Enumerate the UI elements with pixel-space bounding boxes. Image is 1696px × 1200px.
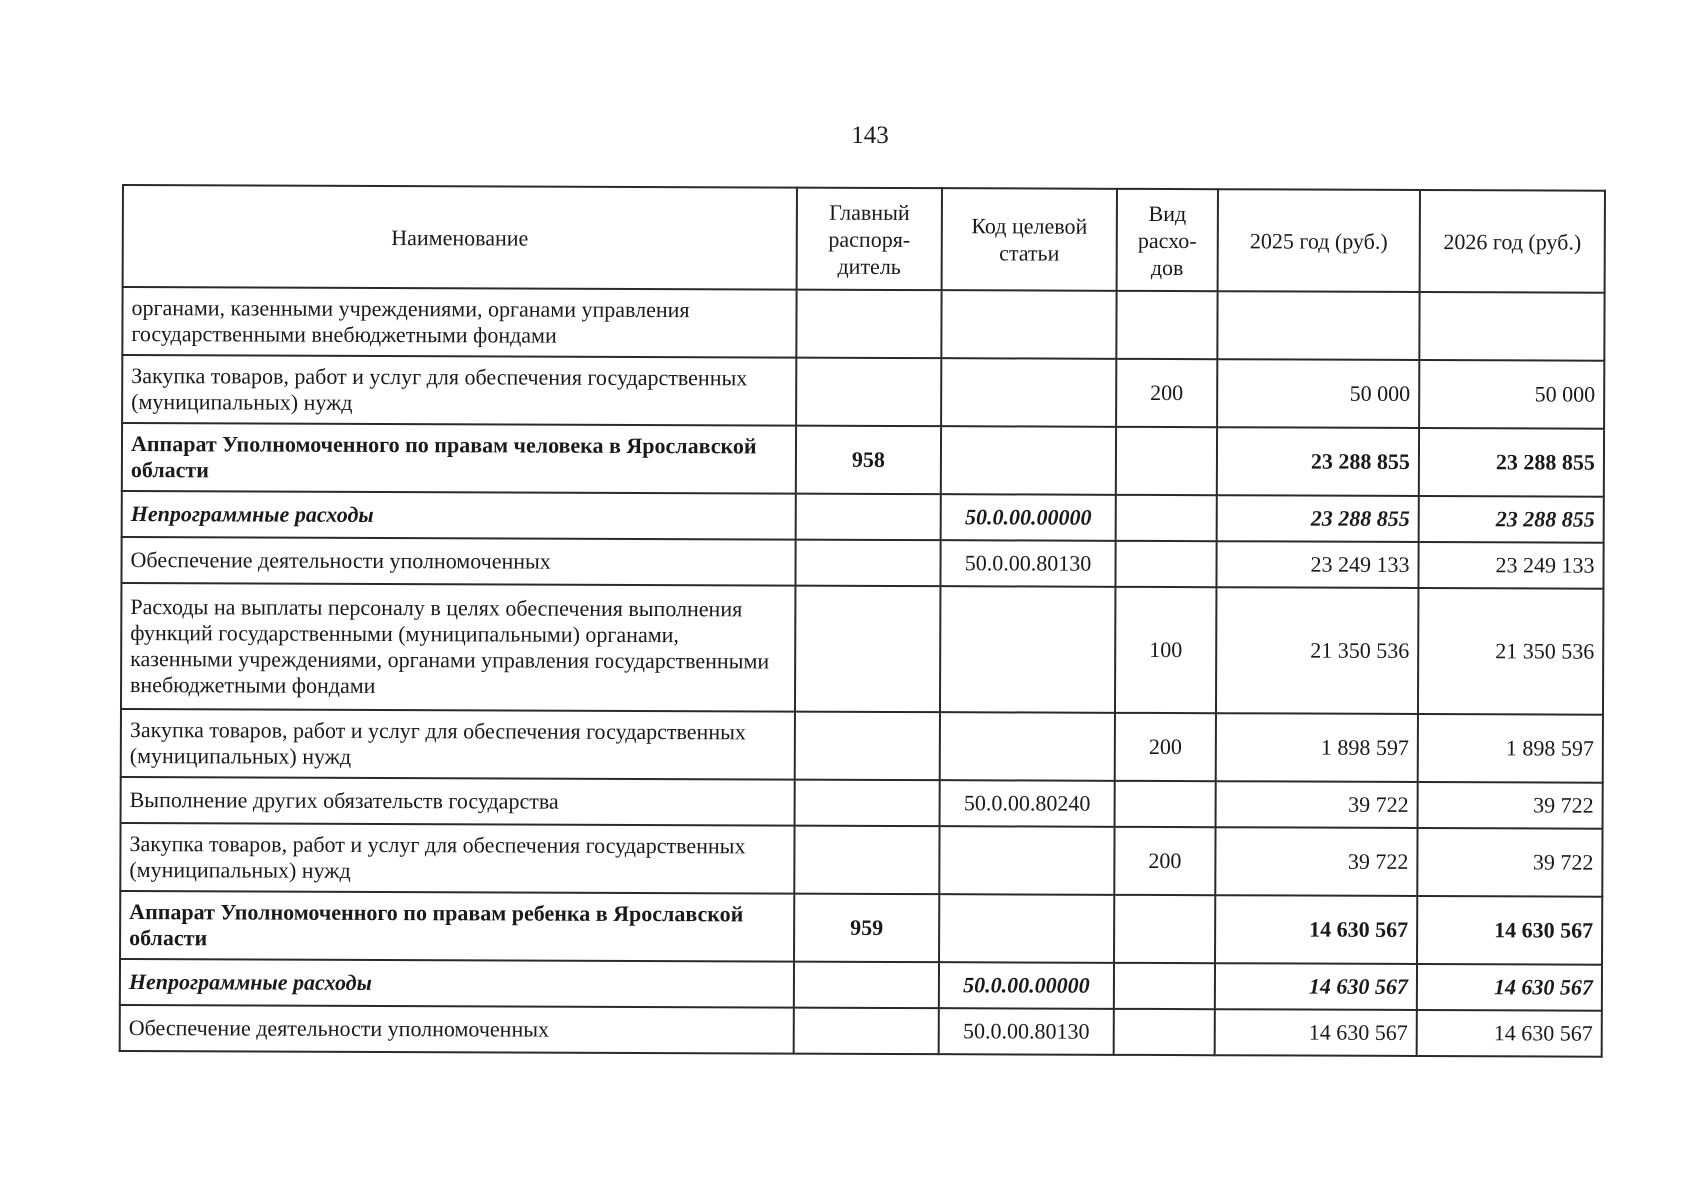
cell-chief: 959 (794, 894, 939, 963)
budget-table (119, 184, 1606, 1058)
cell-code: 50.0.00.00000 (939, 962, 1114, 1009)
cell-name: Выполнение других обязательств государства (121, 777, 795, 826)
table-row (122, 423, 1604, 497)
cell-2026: 50 000 (1419, 360, 1604, 429)
header-year-2026: 2026 год (руб.) (1420, 190, 1605, 293)
cell-type (1115, 541, 1216, 587)
table-row (120, 1005, 1602, 1057)
cell-chief (795, 586, 940, 713)
cell-type (1114, 1009, 1215, 1055)
cell-chief (796, 494, 941, 541)
cell-chief (795, 780, 940, 827)
cell-2025: 23 288 855 (1217, 427, 1419, 496)
cell-type (1114, 963, 1215, 1009)
cell-name: Аппарат Уполномоченного по правам ребенка в Ярославской области (120, 891, 794, 962)
cell-chief (795, 540, 940, 587)
cell-2026 (1419, 292, 1604, 361)
table-row (120, 891, 1602, 965)
cell-name: Обеспечение деятельности уполномоченных (121, 537, 795, 586)
cell-code (941, 426, 1116, 495)
cell-name: Непрограммные расходы (120, 959, 794, 1008)
table-row (120, 959, 1602, 1011)
cell-type (1116, 427, 1217, 495)
cell-2025 (1217, 291, 1419, 360)
cell-2026: 23 288 855 (1419, 428, 1604, 497)
cell-code: 50.0.00.80240 (940, 780, 1115, 827)
cell-chief (794, 1008, 939, 1055)
cell-2026: 21 350 536 (1418, 588, 1603, 715)
cell-chief (794, 826, 939, 895)
header-name: Наименование (123, 185, 797, 290)
cell-type (1116, 291, 1217, 359)
cell-chief (795, 712, 940, 781)
cell-code: 50.0.00.00000 (941, 494, 1116, 541)
table-row (121, 777, 1603, 829)
header-chief-manager: Главный распоря-дитель (797, 188, 942, 291)
cell-2025: 39 722 (1216, 781, 1418, 828)
cell-chief (794, 962, 939, 1009)
cell-type (1114, 895, 1215, 963)
cell-type: 200 (1116, 359, 1217, 427)
cell-name: Закупка товаров, работ и услуг для обеспечения государственных (муниципальных) нужд (120, 823, 794, 894)
cell-2025: 39 722 (1215, 827, 1417, 896)
cell-code: 50.0.00.80130 (939, 1008, 1114, 1055)
header-year-2025: 2025 год (руб.) (1218, 189, 1420, 292)
cell-type: 100 (1115, 587, 1216, 713)
cell-chief (796, 358, 941, 427)
cell-code (941, 358, 1116, 427)
cell-name: Закупка товаров, работ и услуг для обеспечения государственных (муниципальных) нужд (121, 709, 795, 780)
table-row (122, 355, 1604, 429)
page-number: 143 (851, 122, 889, 149)
cell-2026: 1 898 597 (1418, 714, 1603, 783)
cell-2026: 14 630 567 (1417, 1010, 1602, 1057)
cell-name: Непрограммные расходы (122, 491, 796, 540)
cell-type (1115, 781, 1216, 827)
table-row (122, 287, 1604, 361)
cell-type: 200 (1114, 827, 1215, 895)
cell-2025: 50 000 (1217, 359, 1419, 428)
cell-2026: 23 249 133 (1418, 542, 1603, 589)
cell-2025: 14 630 567 (1215, 1009, 1417, 1056)
cell-2025: 1 898 597 (1216, 713, 1418, 782)
cell-name: органами, казенными учреждениями, органами управления государственными внебюджетными фондами (122, 287, 796, 358)
table-row (121, 583, 1603, 715)
cell-name: Закупка товаров, работ и услуг для обеспечения государственных (муниципальных) нужд (122, 355, 796, 426)
cell-type (1116, 495, 1217, 541)
cell-2025: 23 288 855 (1217, 495, 1419, 542)
table-row (121, 537, 1603, 589)
cell-code (939, 826, 1114, 895)
cell-2025: 14 630 567 (1215, 963, 1417, 1010)
cell-code (940, 712, 1115, 781)
cell-code (941, 290, 1116, 359)
table-row (121, 709, 1603, 783)
cell-type: 200 (1115, 713, 1216, 781)
cell-2025: 14 630 567 (1215, 895, 1417, 964)
cell-name: Расходы на выплаты персоналу в целях обеспечения выполнения функций государственными (муниципальными) органами, казенными учреждениями, органами управления государственными внебюджетными фондами (121, 583, 795, 712)
cell-code: 50.0.00.80130 (940, 540, 1115, 587)
cell-2026: 14 630 567 (1417, 896, 1602, 965)
cell-name: Аппарат Уполномоченного по правам человека в Ярославской области (122, 423, 796, 494)
cell-2026: 23 288 855 (1419, 496, 1604, 543)
header-target-code: Код целевой статьи (942, 188, 1117, 291)
cell-chief: 958 (796, 426, 941, 495)
cell-2025: 23 249 133 (1216, 541, 1418, 588)
table-row (122, 491, 1604, 543)
cell-2026: 39 722 (1418, 782, 1603, 829)
table-row (120, 823, 1602, 897)
header-expense-type: Вид расхо-дов (1117, 189, 1218, 291)
cell-2026: 14 630 567 (1417, 964, 1602, 1011)
cell-name: Обеспечение деятельности уполномоченных (120, 1005, 794, 1054)
cell-chief (796, 290, 941, 359)
table-header-row (123, 185, 1605, 293)
cell-code (940, 586, 1115, 713)
cell-code (939, 894, 1114, 963)
cell-2026: 39 722 (1417, 828, 1602, 897)
cell-2025: 21 350 536 (1216, 587, 1418, 714)
